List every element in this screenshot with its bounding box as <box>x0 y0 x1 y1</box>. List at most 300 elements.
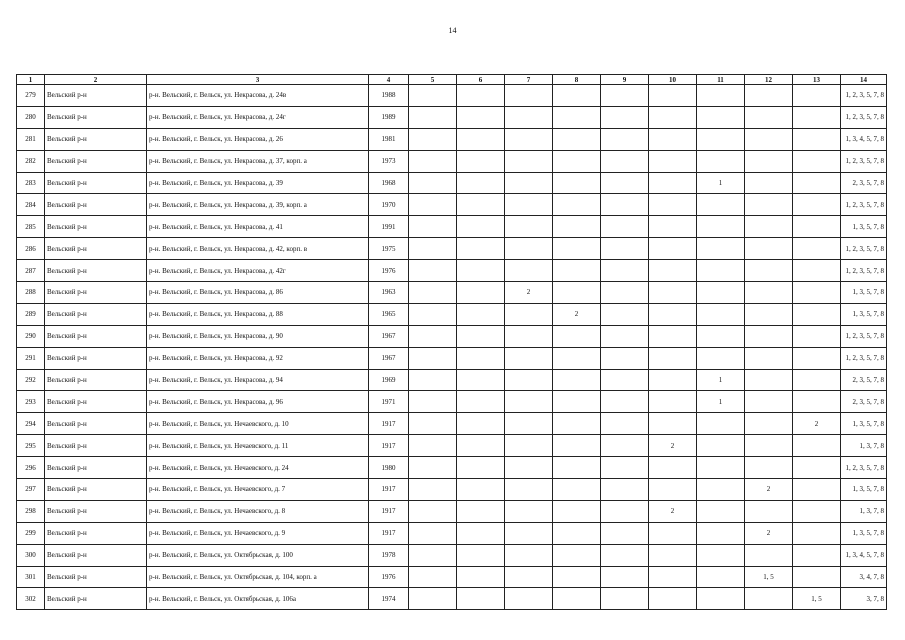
cell-col-12 <box>745 588 793 610</box>
cell-row-number: 289 <box>17 303 45 325</box>
cell-row-number: 297 <box>17 479 45 501</box>
cell-col-11 <box>697 522 745 544</box>
cell-col-6 <box>457 260 505 282</box>
column-header-1: 1 <box>17 75 45 85</box>
cell-row-number: 292 <box>17 369 45 391</box>
cell-year: 1971 <box>369 391 409 413</box>
cell-col-5 <box>409 303 457 325</box>
cell-address: р-н. Вельский, г. Вельск, ул. Нечаевского, д. 24 <box>147 457 369 479</box>
cell-col-10 <box>649 522 697 544</box>
table-row <box>17 435 887 457</box>
cell-col-5 <box>409 325 457 347</box>
cell-col-9 <box>601 238 649 260</box>
cell-col-14: 1, 3, 5, 7, 8 <box>841 479 887 501</box>
cell-row-number: 301 <box>17 566 45 588</box>
table-row <box>17 566 887 588</box>
cell-col-5 <box>409 238 457 260</box>
cell-district: Вельский р-н <box>45 128 147 150</box>
cell-col-10: 2 <box>649 500 697 522</box>
cell-col-7 <box>505 260 553 282</box>
cell-col-14: 2, 3, 5, 7, 8 <box>841 172 887 194</box>
cell-col-9 <box>601 216 649 238</box>
cell-col-5 <box>409 479 457 501</box>
cell-col-11 <box>697 194 745 216</box>
cell-district: Вельский р-н <box>45 260 147 282</box>
cell-row-number: 295 <box>17 435 45 457</box>
cell-col-7 <box>505 566 553 588</box>
cell-col-14: 1, 2, 3, 5, 7, 8 <box>841 150 887 172</box>
cell-col-10 <box>649 260 697 282</box>
cell-year: 1965 <box>369 303 409 325</box>
cell-col-6 <box>457 413 505 435</box>
cell-col-8 <box>553 588 601 610</box>
cell-col-5 <box>409 172 457 194</box>
cell-col-10 <box>649 325 697 347</box>
cell-col-10 <box>649 282 697 304</box>
page-number: 14 <box>448 26 457 35</box>
cell-col-10 <box>649 238 697 260</box>
cell-col-12 <box>745 303 793 325</box>
table-row <box>17 544 887 566</box>
cell-row-number: 285 <box>17 216 45 238</box>
cell-col-11: 1 <box>697 391 745 413</box>
cell-col-7 <box>505 588 553 610</box>
table-row <box>17 238 887 260</box>
cell-address: р-н. Вельский, г. Вельск, ул. Некрасова, д. 92 <box>147 347 369 369</box>
cell-col-8 <box>553 369 601 391</box>
cell-col-10 <box>649 369 697 391</box>
cell-address: р-н. Вельский, г. Вельск, ул. Некрасова, д. 39, корп. а <box>147 194 369 216</box>
cell-col-6 <box>457 479 505 501</box>
cell-col-6 <box>457 347 505 369</box>
cell-district: Вельский р-н <box>45 325 147 347</box>
cell-col-6 <box>457 435 505 457</box>
cell-col-5 <box>409 522 457 544</box>
cell-col-7 <box>505 216 553 238</box>
cell-col-9 <box>601 544 649 566</box>
cell-district: Вельский р-н <box>45 172 147 194</box>
cell-row-number: 290 <box>17 325 45 347</box>
cell-col-11 <box>697 128 745 150</box>
cell-col-8 <box>553 347 601 369</box>
cell-col-12 <box>745 194 793 216</box>
cell-col-8 <box>553 194 601 216</box>
column-header-3: 3 <box>147 75 369 85</box>
cell-col-12: 2 <box>745 522 793 544</box>
cell-address: р-н. Вельский, г. Вельск, ул. Некрасова, д. 37, корп. а <box>147 150 369 172</box>
cell-col-10 <box>649 194 697 216</box>
cell-col-11 <box>697 566 745 588</box>
cell-col-7 <box>505 413 553 435</box>
cell-col-9 <box>601 500 649 522</box>
header-row <box>17 75 887 85</box>
cell-row-number: 291 <box>17 347 45 369</box>
cell-col-9 <box>601 522 649 544</box>
cell-col-11 <box>697 260 745 282</box>
cell-year: 1988 <box>369 85 409 107</box>
cell-district: Вельский р-н <box>45 413 147 435</box>
cell-col-6 <box>457 325 505 347</box>
cell-address: р-н. Вельский, г. Вельск, ул. Нечаевского, д. 7 <box>147 479 369 501</box>
cell-col-14: 1, 2, 3, 5, 7, 8 <box>841 457 887 479</box>
column-header-10: 10 <box>649 75 697 85</box>
cell-col-11 <box>697 106 745 128</box>
cell-col-14: 1, 3, 5, 7, 8 <box>841 303 887 325</box>
cell-col-8 <box>553 566 601 588</box>
cell-col-9 <box>601 347 649 369</box>
table-row <box>17 303 887 325</box>
column-header-9: 9 <box>601 75 649 85</box>
cell-col-7 <box>505 128 553 150</box>
cell-col-12 <box>745 260 793 282</box>
cell-col-9 <box>601 588 649 610</box>
cell-col-12 <box>745 500 793 522</box>
cell-col-14: 1, 2, 3, 5, 7, 8 <box>841 85 887 107</box>
cell-address: р-н. Вельский, г. Вельск, ул. Некрасова, д. 96 <box>147 391 369 413</box>
cell-col-11 <box>697 435 745 457</box>
cell-col-6 <box>457 369 505 391</box>
cell-col-8 <box>553 544 601 566</box>
cell-col-5 <box>409 128 457 150</box>
cell-col-9 <box>601 413 649 435</box>
cell-col-6 <box>457 457 505 479</box>
cell-address: р-н. Вельский, г. Вельск, ул. Некрасова, д. 42, корп. в <box>147 238 369 260</box>
cell-col-8 <box>553 457 601 479</box>
table-row <box>17 282 887 304</box>
cell-col-14: 1, 3, 7, 8 <box>841 500 887 522</box>
cell-col-12 <box>745 391 793 413</box>
cell-address: р-н. Вельский, г. Вельск, ул. Некрасова, д. 90 <box>147 325 369 347</box>
cell-col-9 <box>601 282 649 304</box>
cell-col-8 <box>553 106 601 128</box>
cell-col-8 <box>553 216 601 238</box>
cell-district: Вельский р-н <box>45 282 147 304</box>
cell-year: 1989 <box>369 106 409 128</box>
column-header-7: 7 <box>505 75 553 85</box>
cell-col-12: 1, 5 <box>745 566 793 588</box>
cell-col-11 <box>697 347 745 369</box>
cell-col-5 <box>409 85 457 107</box>
cell-col-13 <box>793 106 841 128</box>
cell-col-11 <box>697 457 745 479</box>
cell-col-10 <box>649 566 697 588</box>
cell-col-13 <box>793 566 841 588</box>
cell-col-5 <box>409 216 457 238</box>
cell-year: 1980 <box>369 457 409 479</box>
cell-col-5 <box>409 435 457 457</box>
cell-col-14: 2, 3, 5, 7, 8 <box>841 369 887 391</box>
cell-col-13 <box>793 500 841 522</box>
cell-col-13 <box>793 325 841 347</box>
cell-address: р-н. Вельский, г. Вельск, ул. Некрасова, д. 26 <box>147 128 369 150</box>
cell-col-11 <box>697 544 745 566</box>
cell-col-8 <box>553 522 601 544</box>
cell-col-14: 3, 7, 8 <box>841 588 887 610</box>
cell-col-10 <box>649 216 697 238</box>
cell-col-11 <box>697 303 745 325</box>
cell-district: Вельский р-н <box>45 303 147 325</box>
cell-row-number: 300 <box>17 544 45 566</box>
cell-col-13 <box>793 216 841 238</box>
cell-col-12 <box>745 435 793 457</box>
cell-district: Вельский р-н <box>45 150 147 172</box>
cell-col-7 <box>505 500 553 522</box>
table-row <box>17 391 887 413</box>
cell-col-5 <box>409 457 457 479</box>
cell-col-6 <box>457 238 505 260</box>
cell-row-number: 281 <box>17 128 45 150</box>
cell-col-12 <box>745 347 793 369</box>
cell-col-7 <box>505 435 553 457</box>
cell-col-5 <box>409 566 457 588</box>
cell-row-number: 299 <box>17 522 45 544</box>
cell-district: Вельский р-н <box>45 194 147 216</box>
cell-col-11 <box>697 479 745 501</box>
cell-col-5 <box>409 544 457 566</box>
table-row <box>17 194 887 216</box>
cell-col-14: 1, 2, 3, 5, 7, 8 <box>841 325 887 347</box>
cell-col-6 <box>457 150 505 172</box>
cell-col-13 <box>793 172 841 194</box>
cell-district: Вельский р-н <box>45 479 147 501</box>
cell-col-7 <box>505 347 553 369</box>
cell-col-14: 1, 2, 3, 5, 7, 8 <box>841 106 887 128</box>
cell-col-8 <box>553 172 601 194</box>
cell-col-9 <box>601 85 649 107</box>
cell-col-9 <box>601 128 649 150</box>
column-header-4: 4 <box>369 75 409 85</box>
table-row <box>17 325 887 347</box>
cell-col-5 <box>409 106 457 128</box>
table-row <box>17 106 887 128</box>
cell-district: Вельский р-н <box>45 457 147 479</box>
cell-col-12 <box>745 238 793 260</box>
cell-address: р-н. Вельский, г. Вельск, ул. Октябрьская, д. 104, корп. а <box>147 566 369 588</box>
cell-col-7 <box>505 150 553 172</box>
cell-col-11 <box>697 150 745 172</box>
cell-year: 1917 <box>369 500 409 522</box>
cell-col-10 <box>649 391 697 413</box>
cell-col-13: 2 <box>793 413 841 435</box>
cell-district: Вельский р-н <box>45 238 147 260</box>
cell-col-9 <box>601 150 649 172</box>
column-header-2: 2 <box>45 75 147 85</box>
cell-col-9 <box>601 325 649 347</box>
buildings-table <box>16 74 887 610</box>
cell-col-9 <box>601 260 649 282</box>
cell-col-7 <box>505 194 553 216</box>
cell-col-11: 1 <box>697 369 745 391</box>
cell-col-13 <box>793 457 841 479</box>
cell-col-5 <box>409 260 457 282</box>
cell-row-number: 280 <box>17 106 45 128</box>
cell-col-7 <box>505 325 553 347</box>
cell-col-12 <box>745 325 793 347</box>
table-row <box>17 85 887 107</box>
cell-col-14: 1, 3, 4, 5, 7, 8 <box>841 128 887 150</box>
cell-district: Вельский р-н <box>45 369 147 391</box>
cell-col-11 <box>697 588 745 610</box>
cell-col-12 <box>745 128 793 150</box>
cell-year: 1976 <box>369 566 409 588</box>
cell-col-13 <box>793 85 841 107</box>
cell-col-5 <box>409 282 457 304</box>
cell-col-6 <box>457 500 505 522</box>
table-row <box>17 260 887 282</box>
cell-address: р-н. Вельский, г. Вельск, ул. Некрасова, д. 88 <box>147 303 369 325</box>
table-row <box>17 457 887 479</box>
cell-row-number: 282 <box>17 150 45 172</box>
cell-col-7 <box>505 369 553 391</box>
cell-col-14: 1, 3, 7, 8 <box>841 435 887 457</box>
cell-col-13 <box>793 150 841 172</box>
cell-row-number: 286 <box>17 238 45 260</box>
cell-col-14: 1, 3, 5, 7, 8 <box>841 413 887 435</box>
cell-col-10 <box>649 128 697 150</box>
cell-col-10 <box>649 106 697 128</box>
cell-col-10 <box>649 85 697 107</box>
cell-address: р-н. Вельский, г. Вельск, ул. Нечаевского, д. 9 <box>147 522 369 544</box>
cell-district: Вельский р-н <box>45 588 147 610</box>
cell-year: 1968 <box>369 172 409 194</box>
cell-col-12 <box>745 413 793 435</box>
table-row <box>17 150 887 172</box>
cell-col-13 <box>793 391 841 413</box>
cell-col-12 <box>745 544 793 566</box>
cell-col-12 <box>745 85 793 107</box>
cell-col-14: 1, 2, 3, 5, 7, 8 <box>841 347 887 369</box>
cell-row-number: 287 <box>17 260 45 282</box>
cell-district: Вельский р-н <box>45 216 147 238</box>
cell-col-13 <box>793 282 841 304</box>
cell-year: 1967 <box>369 347 409 369</box>
cell-year: 1917 <box>369 435 409 457</box>
cell-col-7 <box>505 544 553 566</box>
cell-col-14: 1, 2, 3, 5, 7, 8 <box>841 238 887 260</box>
cell-col-12 <box>745 282 793 304</box>
cell-col-6 <box>457 194 505 216</box>
cell-col-8 <box>553 391 601 413</box>
cell-col-9 <box>601 106 649 128</box>
cell-district: Вельский р-н <box>45 522 147 544</box>
cell-year: 1991 <box>369 216 409 238</box>
cell-col-10 <box>649 172 697 194</box>
cell-address: р-н. Вельский, г. Вельск, ул. Нечаевского, д. 11 <box>147 435 369 457</box>
cell-year: 1978 <box>369 544 409 566</box>
cell-district: Вельский р-н <box>45 566 147 588</box>
cell-col-8: 2 <box>553 303 601 325</box>
cell-col-10 <box>649 479 697 501</box>
table-row <box>17 128 887 150</box>
cell-col-6 <box>457 106 505 128</box>
cell-col-8 <box>553 435 601 457</box>
cell-district: Вельский р-н <box>45 435 147 457</box>
table-body <box>17 85 887 610</box>
cell-address: р-н. Вельский, г. Вельск, ул. Некрасова, д. 24в <box>147 85 369 107</box>
cell-col-5 <box>409 500 457 522</box>
cell-col-10 <box>649 150 697 172</box>
cell-col-12 <box>745 172 793 194</box>
cell-year: 1967 <box>369 325 409 347</box>
cell-col-10 <box>649 588 697 610</box>
cell-col-11 <box>697 413 745 435</box>
cell-col-9 <box>601 172 649 194</box>
cell-col-5 <box>409 369 457 391</box>
cell-col-7 <box>505 106 553 128</box>
cell-col-13 <box>793 194 841 216</box>
cell-col-12 <box>745 457 793 479</box>
cell-col-13 <box>793 303 841 325</box>
cell-col-9 <box>601 391 649 413</box>
cell-col-6 <box>457 566 505 588</box>
cell-col-11 <box>697 216 745 238</box>
table-row <box>17 522 887 544</box>
cell-address: р-н. Вельский, г. Вельск, ул. Нечаевского, д. 8 <box>147 500 369 522</box>
cell-year: 1976 <box>369 260 409 282</box>
cell-col-9 <box>601 303 649 325</box>
cell-col-10 <box>649 303 697 325</box>
cell-col-14: 1, 3, 5, 7, 8 <box>841 216 887 238</box>
column-header-11: 11 <box>697 75 745 85</box>
cell-col-14: 2, 3, 5, 7, 8 <box>841 391 887 413</box>
cell-row-number: 283 <box>17 172 45 194</box>
column-header-12: 12 <box>745 75 793 85</box>
cell-address: р-н. Вельский, г. Вельск, ул. Некрасова, д. 24г <box>147 106 369 128</box>
column-header-14: 14 <box>841 75 887 85</box>
table-row <box>17 500 887 522</box>
cell-col-10: 2 <box>649 435 697 457</box>
cell-col-9 <box>601 369 649 391</box>
cell-col-13 <box>793 479 841 501</box>
cell-district: Вельский р-н <box>45 85 147 107</box>
cell-col-8 <box>553 282 601 304</box>
cell-address: р-н. Вельский, г. Вельск, ул. Нечаевского, д. 10 <box>147 413 369 435</box>
cell-col-7 <box>505 85 553 107</box>
cell-year: 1917 <box>369 479 409 501</box>
cell-col-8 <box>553 325 601 347</box>
cell-col-7: 2 <box>505 282 553 304</box>
cell-address: р-н. Вельский, г. Вельск, ул. Некрасова, д. 86 <box>147 282 369 304</box>
cell-col-7 <box>505 457 553 479</box>
cell-col-9 <box>601 194 649 216</box>
cell-col-14: 1, 3, 4, 5, 7, 8 <box>841 544 887 566</box>
cell-year: 1963 <box>369 282 409 304</box>
cell-col-10 <box>649 457 697 479</box>
cell-col-6 <box>457 216 505 238</box>
cell-row-number: 279 <box>17 85 45 107</box>
cell-year: 1917 <box>369 413 409 435</box>
column-header-6: 6 <box>457 75 505 85</box>
cell-col-13 <box>793 522 841 544</box>
cell-col-5 <box>409 391 457 413</box>
cell-col-13 <box>793 435 841 457</box>
cell-address: р-н. Вельский, г. Вельск, ул. Некрасова, д. 39 <box>147 172 369 194</box>
cell-col-12 <box>745 216 793 238</box>
cell-col-6 <box>457 303 505 325</box>
cell-col-7 <box>505 238 553 260</box>
cell-col-6 <box>457 172 505 194</box>
cell-col-6 <box>457 544 505 566</box>
cell-col-5 <box>409 588 457 610</box>
table-row <box>17 216 887 238</box>
cell-col-7 <box>505 391 553 413</box>
cell-col-12 <box>745 106 793 128</box>
cell-col-14: 1, 2, 3, 5, 7, 8 <box>841 260 887 282</box>
cell-col-11 <box>697 325 745 347</box>
cell-row-number: 294 <box>17 413 45 435</box>
cell-col-13 <box>793 347 841 369</box>
cell-col-11 <box>697 500 745 522</box>
